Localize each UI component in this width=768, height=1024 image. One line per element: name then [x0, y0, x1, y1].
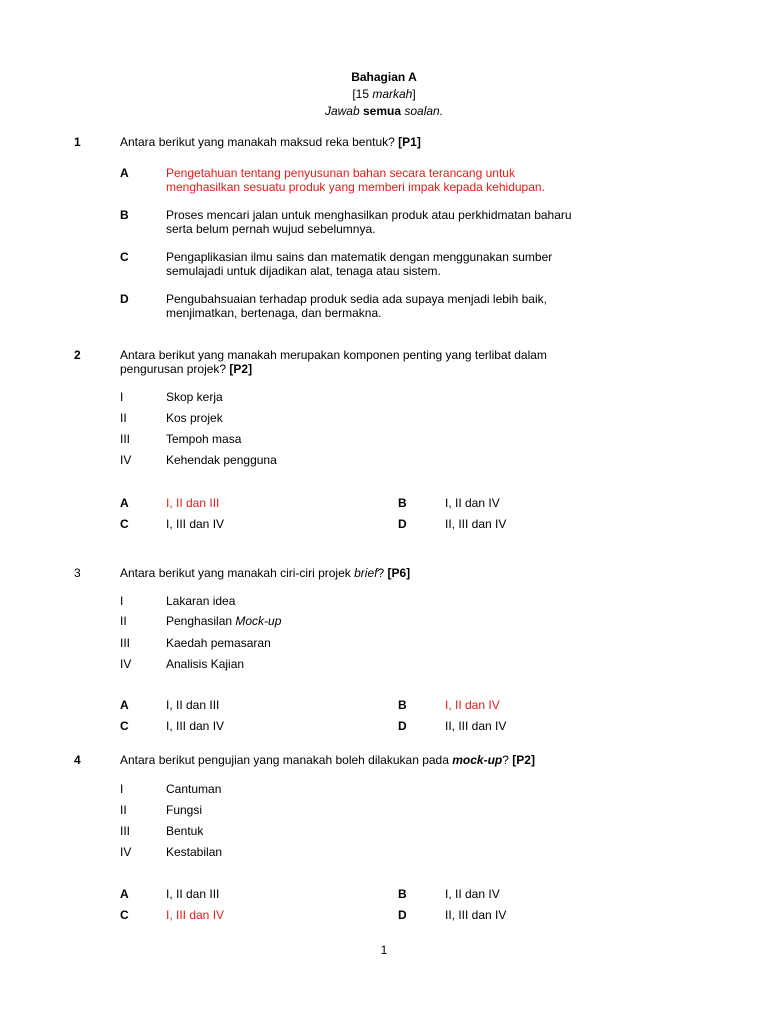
- q3-item-roman: II: [120, 614, 127, 628]
- q3-item-roman: IV: [120, 657, 132, 671]
- q1-option-c-label[interactable]: C: [120, 250, 129, 264]
- q4-item-text: Fungsi: [166, 803, 203, 817]
- q3-item-text: Penghasilan Mock-up: [166, 614, 282, 628]
- q2-answer-b-text: I, II dan IV: [445, 496, 500, 510]
- q3-text: Antara berikut yang manakah ciri-ciri projek brief? [P6]: [120, 566, 411, 580]
- q4-item-text: Bentuk: [166, 824, 204, 838]
- q2-item-roman: II: [120, 411, 127, 425]
- q3-answer-b-text: I, II dan IV: [445, 698, 500, 712]
- q4-answer-c-text: I, III dan IV: [166, 908, 225, 922]
- q3-answer-a-text: I, II dan III: [166, 698, 220, 712]
- q4-answer-a-label[interactable]: A: [120, 887, 129, 901]
- q1-option-b-label[interactable]: B: [120, 208, 129, 222]
- section-title: Bahagian A: [351, 70, 417, 84]
- q4-answer-a-text: I, II dan III: [166, 887, 220, 901]
- q2-item-roman: IV: [120, 453, 132, 467]
- q4-number: 4: [74, 753, 81, 767]
- q2-item-roman: III: [120, 432, 131, 446]
- q3-answer-b-label[interactable]: B: [398, 698, 407, 712]
- instruction-line: Jawab semua soalan.: [324, 104, 444, 118]
- q2-answer-a-label[interactable]: A: [120, 496, 129, 510]
- q3-answer-a-label[interactable]: A: [120, 698, 129, 712]
- q3-answer-c-label[interactable]: C: [120, 719, 129, 733]
- q4-answer-d-label[interactable]: D: [398, 908, 407, 922]
- q2-item-roman: I: [120, 390, 124, 404]
- q2-answer-a-text: I, II dan III: [166, 496, 220, 510]
- q4-text: Antara berikut pengujian yang manakah boleh dilakukan pada mock-up? [P2]: [120, 753, 535, 767]
- q2-answer-d-text: II, III dan IV: [445, 517, 507, 531]
- q4-answer-c-label[interactable]: C: [120, 908, 129, 922]
- q2-answer-b-label[interactable]: B: [398, 496, 407, 510]
- q4-answer-b-text: I, II dan IV: [445, 887, 500, 901]
- q1-option-a-label[interactable]: A: [120, 166, 129, 180]
- q3-answer-c-text: I, III dan IV: [166, 719, 225, 733]
- q4-item-roman: II: [120, 803, 127, 817]
- q2-text: Antara berikut yang manakah merupakan komponen penting yang terlibat dalam pengurusan projek? [P2]: [120, 348, 547, 376]
- q2-item-text: Tempoh masa: [166, 432, 242, 446]
- q2-number: 2: [74, 348, 81, 362]
- q1-option-d-label[interactable]: D: [120, 292, 129, 306]
- q3-item-roman: I: [120, 594, 124, 608]
- q3-item-roman: III: [120, 636, 131, 650]
- q2-item-text: Kehendak pengguna: [166, 453, 277, 467]
- q3-item-text: Kaedah pemasaran: [166, 636, 271, 650]
- q2-item-text: Kos projek: [166, 411, 223, 425]
- q4-item-text: Cantuman: [166, 782, 222, 796]
- q4-item-roman: IV: [120, 845, 132, 859]
- q4-answer-d-text: II, III dan IV: [445, 908, 507, 922]
- q4-item-text: Kestabilan: [166, 845, 223, 859]
- q2-answer-c-text: I, III dan IV: [166, 517, 225, 531]
- page-number: 1: [380, 943, 388, 957]
- marks-line: [15 markah]: [352, 87, 416, 101]
- q4-answer-b-label[interactable]: B: [398, 887, 407, 901]
- q2-item-text: Skop kerja: [166, 390, 223, 404]
- q4-item-roman: III: [120, 824, 131, 838]
- q2-answer-c-label[interactable]: C: [120, 517, 129, 531]
- q1-option-b-text: Proses mencari jalan untuk menghasilkan produk atau perkhidmatan baharu serta belum pernah wujud sebelumnya.: [166, 208, 572, 236]
- q4-item-roman: I: [120, 782, 124, 796]
- q3-answer-d-label[interactable]: D: [398, 719, 407, 733]
- q3-item-text: Analisis Kajian: [166, 657, 245, 671]
- q1-text: Antara berikut yang manakah maksud reka bentuk? [P1]: [120, 135, 421, 149]
- q1-option-c-text: Pengaplikasian ilmu sains dan matematik dengan menggunakan sumber semulajadi untuk dijadikan alat, tenaga atau sistem.: [166, 250, 553, 278]
- q1-option-d-text: Pengubahsuaian terhadap produk sedia ada supaya menjadi lebih baik, menjimatkan, bertenaga, dan bermakna.: [166, 292, 547, 320]
- q2-answer-d-label[interactable]: D: [398, 517, 407, 531]
- q3-answer-d-text: II, III dan IV: [445, 719, 507, 733]
- q3-number: 3: [74, 566, 81, 580]
- q1-option-a-text: Pengetahuan tentang penyusunan bahan secara terancang untuk menghasilkan sesuatu produk yang memberi impak kepada kehidupan.: [166, 166, 545, 194]
- q3-item-text: Lakaran idea: [166, 594, 236, 608]
- q1-number: 1: [74, 135, 81, 149]
